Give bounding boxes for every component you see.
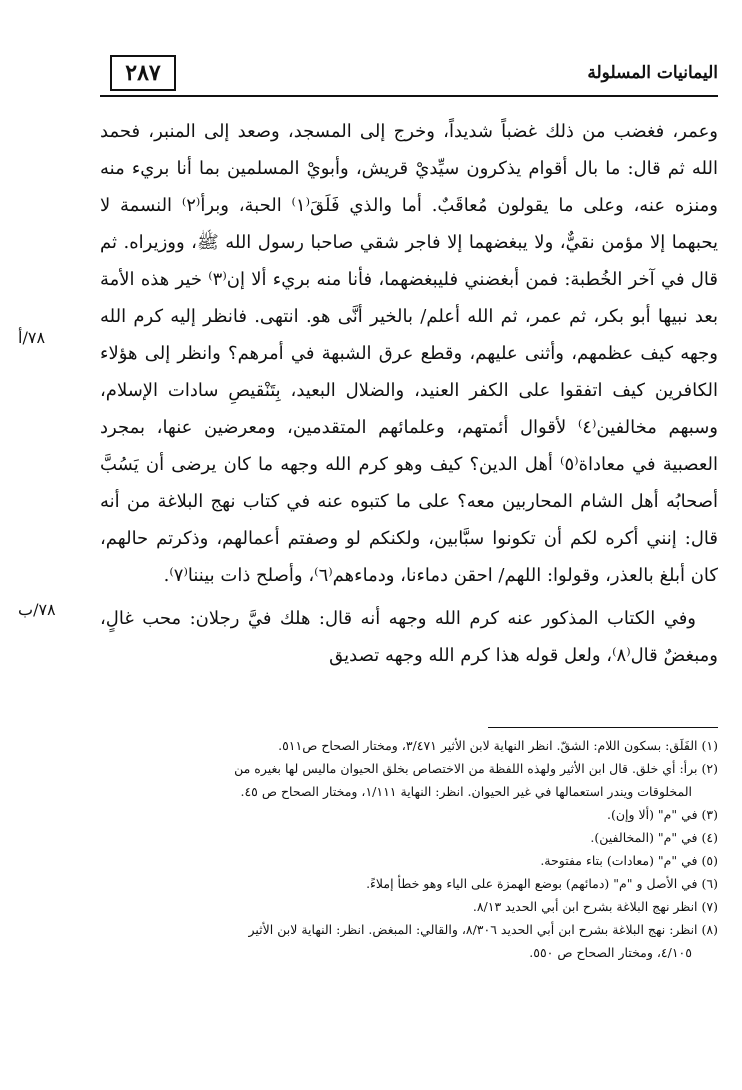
page-header xyxy=(100,55,718,97)
footnote-8: (٨) انظر: نهج البلاغة بشرح ابن أبي الحديد ٨/٣٠٦، والقالي: المبغض. انظر: النهاية لابن الأثير xyxy=(248,922,718,937)
margin-note-folio-a: ٧٨/أ xyxy=(18,328,46,347)
footnote-5: (٥) في "م" (معادات) بتاء مفتوحة. xyxy=(540,853,718,868)
header-rule xyxy=(100,95,718,97)
footnotes xyxy=(100,734,718,964)
footnote-2-continuation: المخلوقات ويندر استعمالها في غير الحيوان. انظر: النهاية ١/١١١، ومختار الصحاح ص ٤٥. xyxy=(240,784,692,799)
footnote-7: (٧) انظر نهج البلاغة بشرح ابن أبي الحديد ٨/١٣. xyxy=(472,899,718,914)
footnote-8-continuation: ٤/١٠٥، ومختار الصحاح ص ٥٥٠. xyxy=(529,945,692,960)
footnote-4: (٤) في "م" (المخالفين). xyxy=(590,830,718,845)
footnote-2: (٢) برأ: أي خلق. قال ابن الأثير ولهذه اللفظة من الاختصاص بخلق الحيوان ماليس لها بغيره من xyxy=(234,761,718,776)
page-number-box: ٢٨٧ xyxy=(110,55,176,91)
footnote-separator xyxy=(488,727,718,728)
footnote-6: (٦) في الأصل و "م" (دمائهم) بوضع الهمزة على الياء وهو خطأ إملاءً. xyxy=(366,876,718,891)
main-text xyxy=(100,113,718,674)
footnote-3: (٣) في "م" (ألا وإن). xyxy=(606,807,718,822)
margin-note-folio-b: ٧٨/ب xyxy=(18,600,56,619)
body-paragraph-1: وعمر، فغضب من ذلك غضباً شديداً، وخرج إلى المسجد، وصعد إلى المنبر، فحمد الله ثم قال: ما بال أقوام يذكرون سيِّديْ قريش، وأبويْ المسلمين بما أنا بريء منه ومنزه عنه، وعلى ما يقولون مُعاقَبٌ. أما والذي فَلَقَ⁽١⁾ الحبة، وبرأ⁽٢⁾ النسمة لا يحبهما إلا مؤمن نقيٌّ، ولا يبغضهما إلا فاجر شقي صاحبا رسول الله ﷺ، ووزيراه. ثم قال في آخر الخُطبة: فمن أبغضني فليبغضهما، فأنا منه بريء ألا إن⁽٣⁾ خير هذه الأمة بعد نبيها أبو بكر، ثم عمر، ثم الله أعلم/ بالخير أنَّى هو. انتهى. فانظر إليه كرم الله وجهه كيف عظمهم، وأثنى عليهم، وقطع عرق الشبهة في أمرهم؟ وانظر إلى هؤلاء الكافرين كيف اتفقوا على الكفر العنيد، والضلال البعيد، بِتَنْقيصِ سادات الإسلام، وسبهم مخالفين⁽٤⁾ لأقوال أئمتهم، وعلمائهم المتقدمين، ومعرضين عنها، بمجرد العصبية في معاداة⁽٥⁾ أهل الدين؟ كيف وهو كرم الله وجهه ما كان يرضى أن يَسُبَّ أصحابُه أهل الشام المحاربين معه؟ على ما كتبوه عنه في كتاب نهج البلاغة من أنه قال: إنني أكره لكم أن تكونوا سبَّابين، ولكنكم لو وصفتم أعمالهم، وذكرتم حالهم، كان أبلغ بالعذر، وقولوا: اللهم/ احقن دماءنا، ودماءهم⁽٦⁾، وأصلح ذات بيننا⁽٧⁾. xyxy=(100,121,718,586)
footnote-1: (١) الفَلَق: بسكون اللام: الشقّ. انظر النهاية لابن الأثير ٣/٤٧١، ومختار الصحاح ص٥١١. xyxy=(278,738,718,753)
body-paragraph-2: وفي الكتاب المذكور عنه كرم الله وجهه أنه قال: هلك فيَّ رجلان: محب غالٍ، ومبغضٌ قال⁽٨⁾، ولعل قوله هذا كرم الله وجهه تصديق xyxy=(100,608,718,666)
running-title: اليمانيات المسلولة xyxy=(587,63,718,83)
